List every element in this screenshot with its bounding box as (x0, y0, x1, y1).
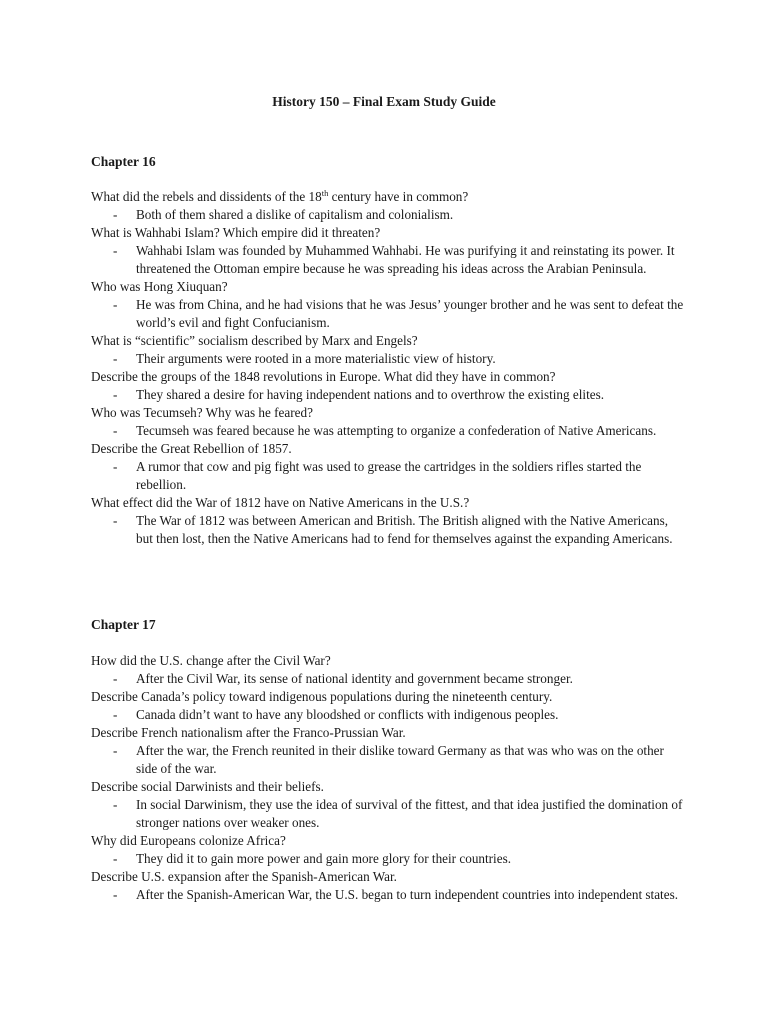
answer (113, 350, 691, 368)
chapter-16-section (91, 188, 691, 548)
answer-text: Both of them shared a dislike of capitalism and colonialism. (136, 207, 454, 222)
answer-text: They shared a desire for having independent nations and to overthrow the existing elites. (136, 387, 605, 402)
document-title: History 150 – Final Exam Study Guide (272, 94, 496, 109)
bullet-dash: - (113, 743, 118, 758)
question: Who was Tecumseh? Why was he feared? (91, 405, 313, 420)
answer-text: Tecumseh was feared because he was attempting to organize a confederation of Native Americans. (136, 423, 657, 438)
chapter-16-heading: Chapter 16 (91, 154, 156, 169)
question (91, 188, 691, 206)
bullet-dash: - (113, 459, 118, 474)
question: How did the U.S. change after the Civil War? (91, 653, 331, 668)
answer (113, 796, 691, 832)
bullet-dash: - (113, 797, 118, 812)
bullet-dash: - (113, 351, 118, 366)
bullet-dash: - (113, 513, 118, 528)
question-text-start: What did the rebels and dissidents of the 18 (91, 189, 322, 204)
answer (113, 458, 691, 494)
answer-text: After the Spanish-American War, the U.S. began to turn independent countries into independent states. (136, 887, 679, 902)
answer-text: The War of 1812 was between American and British. The British aligned with the Native Americans, but then lost, then the Native Americans had to fend for themselves against the expanding Americans. (136, 513, 673, 546)
answer-text: In social Darwinism, they use the idea of survival of the fittest, and that idea justified the domination of stronger nations over weaker ones. (136, 797, 683, 830)
chapter-17-section (91, 652, 691, 904)
bullet-dash: - (113, 887, 118, 902)
answer-text: They did it to gain more power and gain more glory for their countries. (136, 851, 512, 866)
question: Describe the Great Rebellion of 1857. (91, 441, 292, 456)
bullet-dash: - (113, 207, 118, 222)
question-text-end: century have in common? (328, 189, 469, 204)
bullet-dash: - (113, 707, 118, 722)
question: Describe U.S. expansion after the Spanish-American War. (91, 869, 397, 884)
answer (113, 850, 691, 868)
question: Describe the groups of the 1848 revolutions in Europe. What did they have in common? (91, 369, 556, 384)
question: What effect did the War of 1812 have on Native Americans in the U.S.? (91, 495, 470, 510)
answer (113, 422, 691, 440)
question: Describe French nationalism after the Franco-Prussian War. (91, 725, 406, 740)
answer (113, 206, 691, 224)
answer-text: He was from China, and he had visions that he was Jesus’ younger brother and he was sent to defeat the world’s evil and fight Confucianism. (136, 297, 684, 330)
question: Describe social Darwinists and their beliefs. (91, 779, 324, 794)
answer (113, 242, 691, 278)
answer-text: Their arguments were rooted in a more materialistic view of history. (136, 351, 496, 366)
question: Describe Canada’s policy toward indigenous populations during the nineteenth century. (91, 689, 553, 704)
chapter-17-heading: Chapter 17 (91, 617, 156, 632)
answer (113, 296, 691, 332)
answer-text: After the war, the French reunited in their dislike toward Germany as that was who was on the other side of the war. (136, 743, 664, 776)
ordinal-superscript: th (321, 188, 329, 198)
answer (113, 886, 691, 904)
bullet-dash: - (113, 243, 118, 258)
answer (113, 706, 691, 724)
question: Why did Europeans colonize Africa? (91, 833, 286, 848)
answer (113, 670, 691, 688)
answer (113, 742, 691, 778)
bullet-dash: - (113, 387, 118, 402)
bullet-dash: - (113, 423, 118, 438)
question: What is “scientific” socialism described by Marx and Engels? (91, 333, 418, 348)
bullet-dash: - (113, 671, 118, 686)
answer-text: A rumor that cow and pig fight was used to grease the cartridges in the soldiers rifles started the rebellion. (136, 459, 642, 492)
bullet-dash: - (113, 851, 118, 866)
question: What is Wahhabi Islam? Which empire did it threaten? (91, 225, 381, 240)
answer-text: Canada didn’t want to have any bloodshed or conflicts with indigenous peoples. (136, 707, 559, 722)
bullet-dash: - (113, 297, 118, 312)
question: Who was Hong Xiuquan? (91, 279, 228, 294)
answer (113, 386, 691, 404)
answer-text: Wahhabi Islam was founded by Muhammed Wahhabi. He was purifying it and reinstating its power. It threatened the Ottoman empire because he was spreading his ideas across the Arabian Peninsula. (136, 243, 675, 276)
answer-text: After the Civil War, its sense of national identity and government became stronger. (136, 671, 573, 686)
answer (113, 512, 691, 548)
